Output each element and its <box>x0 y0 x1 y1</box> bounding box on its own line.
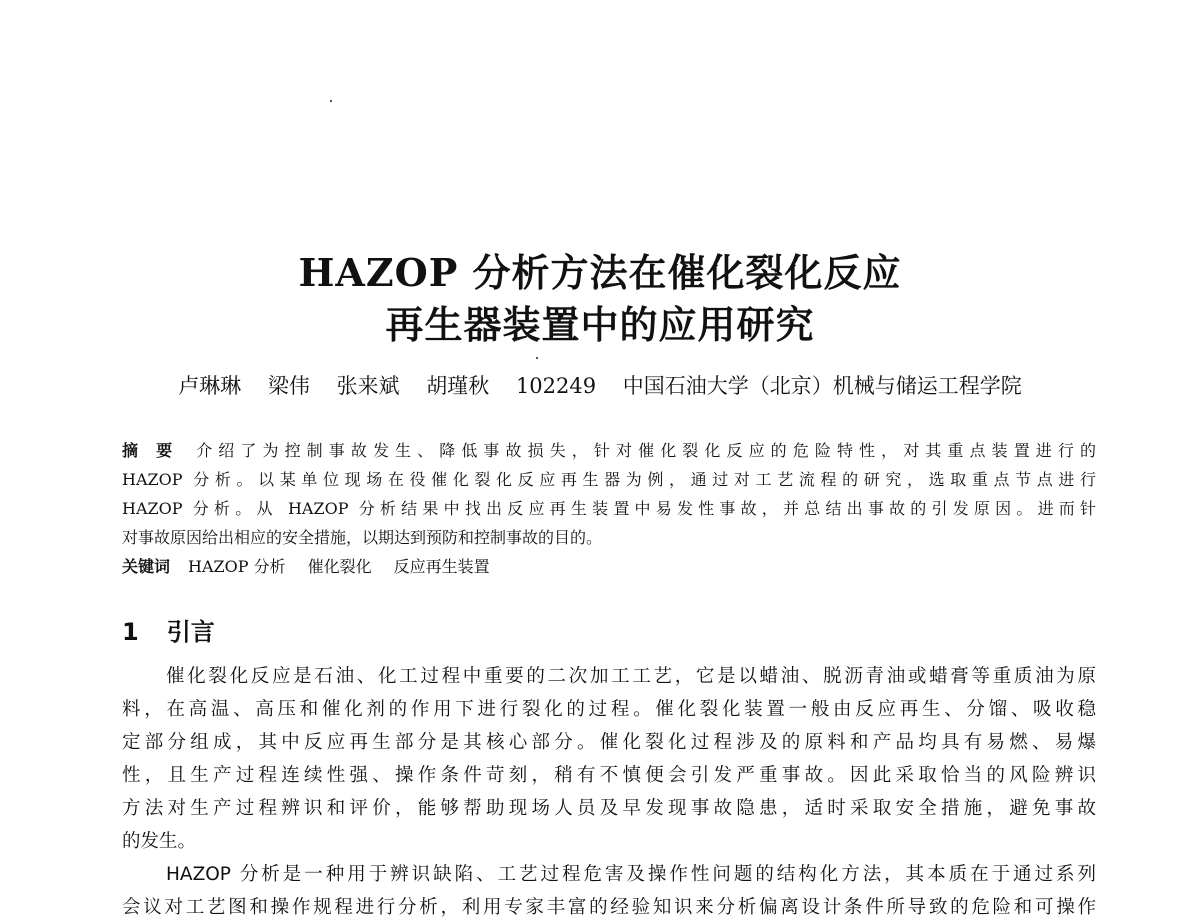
section-heading <box>122 612 215 647</box>
body-text <box>122 660 1096 924</box>
abstract-label: 摘要 <box>122 441 191 460</box>
paragraph-line: 的发生。 <box>122 831 197 852</box>
paragraph-line: 料，在高温、高压和催化剂的作用下进行裂化的过程。催化裂化装置一般由反应再生、分馏、吸收稳 <box>122 699 1096 720</box>
keyword: 反应再生装置 <box>393 557 490 576</box>
section-number: 1 <box>122 618 139 646</box>
section-title: 引言 <box>166 618 215 646</box>
paragraph-line: 催化裂化反应是石油、化工过程中重要的二次加工工艺，它是以蜡油、脱沥青油或蜡膏等重质油为原 <box>166 666 1096 687</box>
abstract-line <box>122 436 1096 465</box>
scan-speck <box>536 357 538 359</box>
abstract-line: HAZOP 分析。以某单位现场在役催化裂化反应再生器为例，通过对工艺流程的研究，选取重点节点进行 <box>122 470 1096 489</box>
paragraph-line: 性，且生产过程连续性强、操作条件苛刻，稍有不慎便会引发严重事故。因此采取恰当的风险辨识 <box>122 765 1096 786</box>
paper-title-line-2: 再生器装置中的应用研究 <box>385 302 815 347</box>
author-name: 胡瑾秋 <box>426 374 490 398</box>
scan-speck <box>330 100 332 102</box>
paragraph-line: HAZOP 分析是一种用于辨识缺陷、工艺过程危害及操作性问题的结构化方法，其本质在于通过系列 <box>166 864 1096 885</box>
affiliation: 中国石油大学（北京）机械与储运工程学院 <box>622 374 1022 398</box>
paragraph-line: 定部分组成，其中反应再生部分是其核心部分。催化裂化过程涉及的原料和产品均具有易燃、易爆 <box>122 732 1096 753</box>
postcode: 102249 <box>515 374 597 398</box>
paragraph-line: 会议对工艺图和操作规程进行分析，利用专家丰富的经验知识来分析偏离设计条件所导致的危险和可操作 <box>122 897 1096 918</box>
paragraph-line: 方法对生产过程辨识和评价，能够帮助现场人员及早发现事故隐患，适时采取安全措施，避免事故 <box>122 798 1096 819</box>
paper-title-line-1: HAZOP 分析方法在催化裂化反应 <box>298 250 902 295</box>
author-line <box>0 370 1200 400</box>
abstract-line: HAZOP 分析。从 HAZOP 分析结果中找出反应再生装置中易发性事故，并总结出事故的引发原因。进而针 <box>122 499 1096 518</box>
keyword: HAZOP 分析 <box>188 557 286 576</box>
keywords-line <box>122 552 1096 581</box>
author-name: 梁伟 <box>267 374 310 398</box>
author-name: 张来斌 <box>336 374 400 398</box>
abstract-text: 介绍了为控制事故发生、降低事故损失，针对催化裂化反应的危险特性，对其重点装置进行的 <box>196 441 1096 460</box>
abstract-block <box>122 436 1096 581</box>
abstract-line: 对事故原因给出相应的安全措施，以期达到预防和控制事故的目的。 <box>122 528 603 547</box>
keywords-label: 关键词 <box>122 557 171 576</box>
keyword: 催化裂化 <box>307 557 372 576</box>
author-name: 卢琳琳 <box>178 374 242 398</box>
